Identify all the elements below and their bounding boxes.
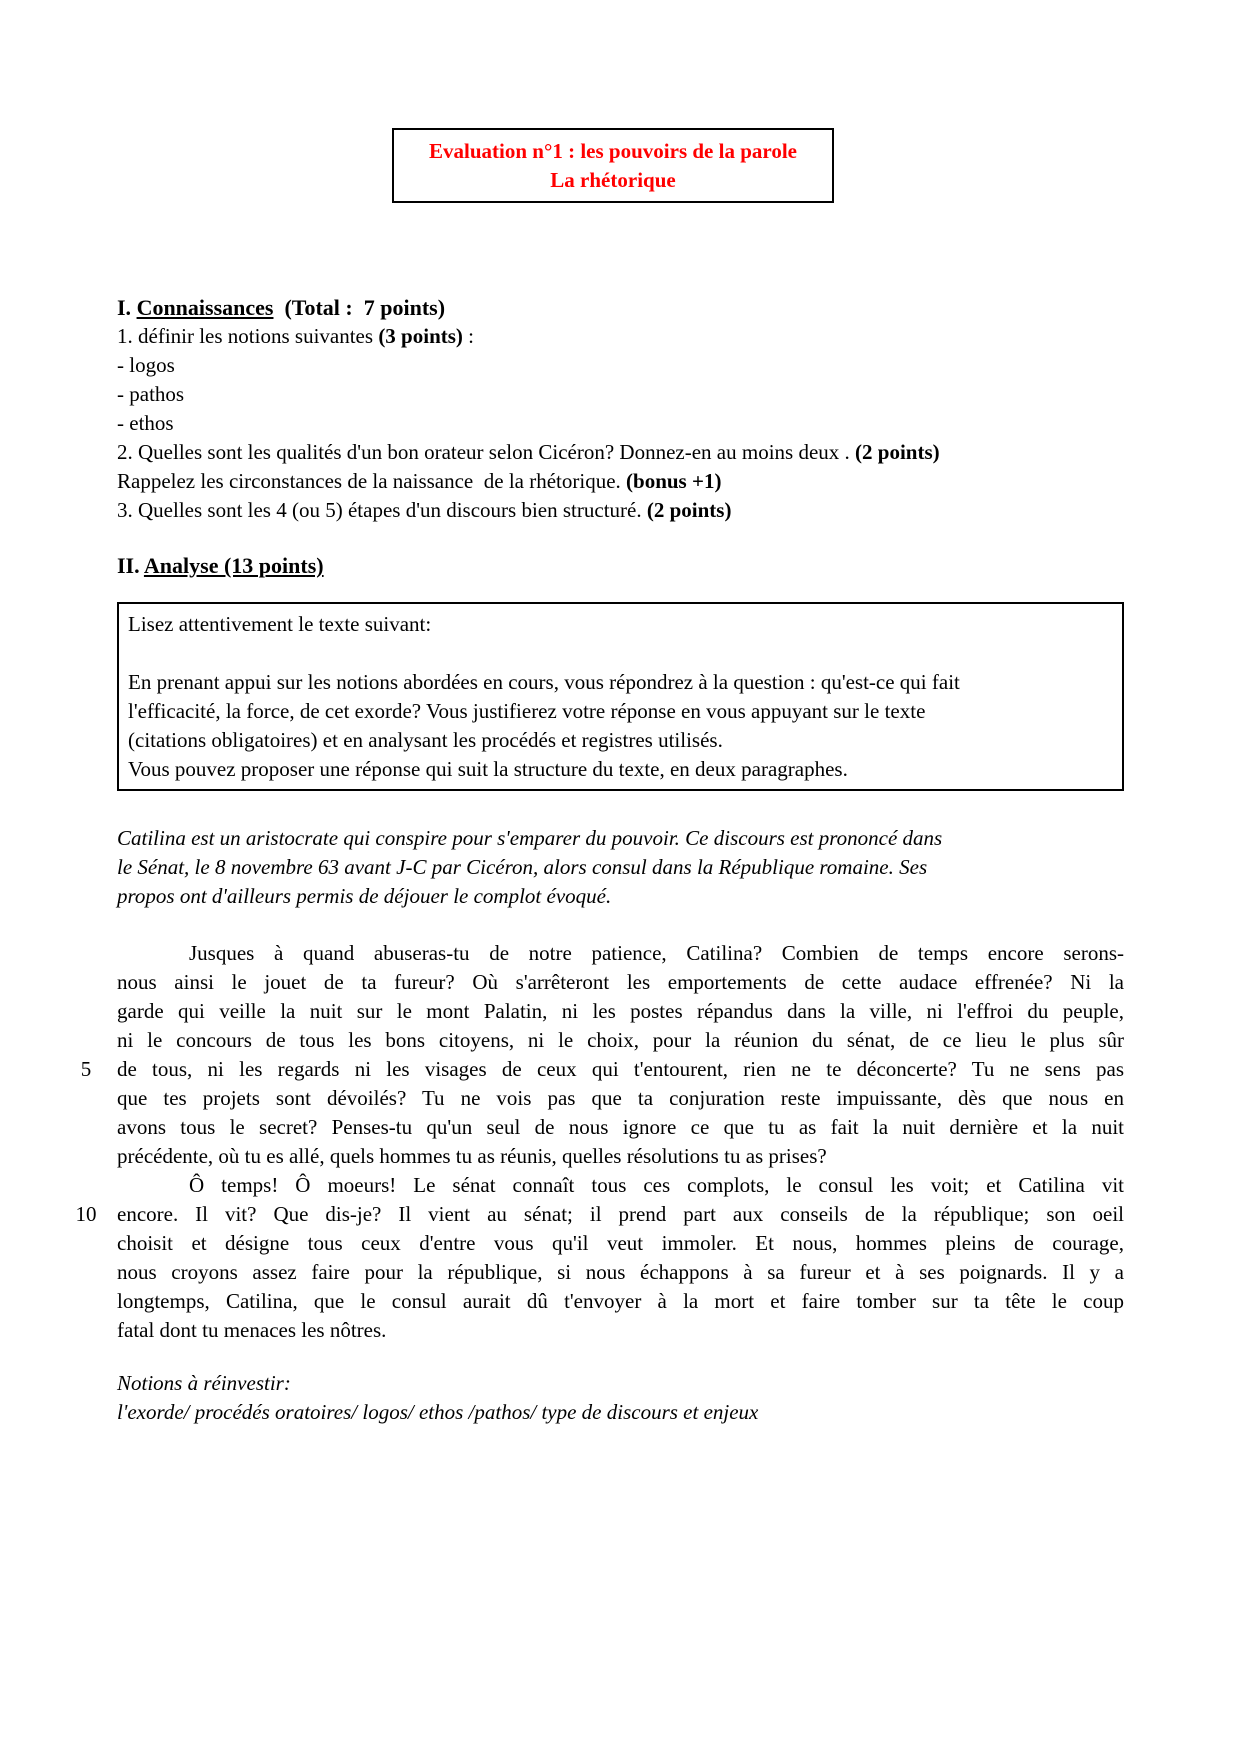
speech-line-text: encore. Il vit? Que dis-je? Il vient au sénat; il prend part aux conseils de la république; son oeil (117, 1202, 1124, 1226)
instruction-line: En prenant appui sur les notions abordées en cours, vous répondrez à la question : qu'est-ce qui fait (128, 670, 960, 694)
context-note-line: propos ont d'ailleurs permis de déjouer le complot évoqué. (117, 884, 612, 908)
speech-line: que tes projets sont dévoilés? Tu ne vois pas que ta conjuration reste impuissante, dès que nous en (117, 1086, 1124, 1110)
speech-line-text: de tous, ni les regards ni les visages de ceux qui t'entourent, rien ne te déconcerte? Tu ne sens pas (117, 1057, 1124, 1081)
context-note-line: Catilina est un aristocrate qui conspire pour s'emparer du pouvoir. Ce discours est prononcé dans (117, 826, 943, 850)
speech-text (75, 939, 1124, 1345)
exam-title-box (392, 128, 834, 203)
question-1-text: 1. définir les notions suivantes (117, 324, 379, 348)
question-2-text: 2. Quelles sont les qualités d'un bon orateur selon Cicéron? Donnez-en au moins deux . (117, 440, 856, 464)
notions-footer-title: Notions à réinvestir: (117, 1371, 291, 1395)
speech-line: Jusques à quand abuseras-tu de notre patience, Catilina? Combien de temps encore serons- (189, 941, 1124, 965)
notions-footer (117, 1369, 1124, 1427)
notion-item-ethos: - ethos (117, 411, 174, 435)
analysis-section-heading (117, 551, 1124, 580)
instruction-line: (citations obligatoires) et en analysant les procédés et registres utilisés. (128, 728, 723, 752)
speech-line: nous croyons assez faire pour la république, si nous échappons à sa fureur et à ses poignards. Il y a (117, 1260, 1124, 1284)
instruction-line: Vous pouvez proposer une réponse qui suit la structure du texte, en deux paragraphes. (128, 757, 848, 781)
speech-line: nous ainsi le jouet de ta fureur? Où s'arrêteront les emportements de cette audace effrenée? Ni la (117, 970, 1124, 994)
question-3 (117, 496, 1124, 525)
context-note (117, 824, 1124, 911)
knowledge-heading-title: Connaissances (136, 295, 274, 320)
instruction-blank-line (128, 639, 1113, 668)
knowledge-section-heading (117, 293, 1124, 322)
question-2-points: (2 points) (855, 440, 940, 464)
speech-line: avons tous le secret? Penses-tu qu'un seul de nous ignore ce que tu as fait la nuit dernière et la nuit (117, 1115, 1124, 1139)
speech-line: fatal dont tu menaces les nôtres. (117, 1318, 387, 1342)
notion-item-logos: - logos (117, 353, 175, 377)
context-note-line: le Sénat, le 8 novembre 63 avant J-C par Cicéron, alors consul dans la République romaine. Ses (117, 855, 928, 879)
knowledge-heading-numeral: I. (117, 295, 137, 320)
exam-body (75, 293, 1124, 1427)
speech-paragraph-1 (80, 939, 1124, 1171)
analysis-heading-numeral: II. (117, 553, 144, 578)
speech-line: longtemps, Catilina, que le consul aurait dû t'envoyer à la mort et faire tomber sur ta tête le coup (117, 1289, 1124, 1313)
speech-line: précédente, où tu es allé, quels hommes tu as réunis, quelles résolutions tu as prises? (117, 1144, 827, 1168)
analysis-heading-title: Analyse (13 points) (143, 553, 324, 578)
question-3-points: (2 points) (646, 498, 732, 522)
notions-footer-list: l'exorde/ procédés oratoires/ logos/ ethos /pathos/ type de discours et enjeux (117, 1400, 759, 1424)
knowledge-heading-points: (Total : 7 points) (273, 295, 446, 320)
notion-item-pathos: - pathos (117, 382, 185, 406)
question-1-suffix: : (462, 324, 475, 348)
question-1-points: (3 points) (378, 324, 463, 348)
speech-line: garde qui veille la nuit sur le mont Palatin, ni les postes répandus dans la ville, ni l'effroi du peuple, (117, 999, 1124, 1023)
question-2 (117, 438, 1124, 467)
question-2-bonus (117, 467, 1124, 496)
line-number-5: 5 (80, 1057, 92, 1081)
speech-line (75, 1200, 1124, 1229)
question-1 (117, 322, 1124, 351)
question-2-bonus-text: Rappelez les circonstances de la naissance de la rhétorique. (117, 469, 627, 493)
line-number-10: 10 (75, 1202, 97, 1226)
instruction-line: Lisez attentivement le texte suivant: (128, 612, 432, 636)
instruction-box (117, 602, 1124, 791)
question-3-text: 3. Quelles sont les 4 (ou 5) étapes d'un discours bien structuré. (117, 498, 647, 522)
question-2-bonus-points: (bonus +1) (626, 469, 722, 493)
instruction-line: l'efficacité, la force, de cet exorde? Vous justifierez votre réponse en vous appuyant sur le texte (128, 699, 926, 723)
speech-line (80, 1055, 1124, 1084)
exam-title-line1: Evaluation n°1 : les pouvoirs de la parole (429, 139, 797, 163)
speech-line: choisit et désigne tous ceux d'entre vous qu'il veut immoler. Et nous, hommes pleins de courage, (117, 1231, 1124, 1255)
speech-line: ni le concours de tous les bons citoyens, ni le choix, pour la réunion du sénat, de ce lieu le plus sûr (117, 1028, 1124, 1052)
speech-paragraph-2 (75, 1171, 1124, 1345)
exam-title-line2: La rhétorique (550, 168, 676, 192)
speech-line: Ô temps! Ô moeurs! Le sénat connaît tous ces complots, le consul les voit; et Catilina vit (189, 1173, 1124, 1197)
